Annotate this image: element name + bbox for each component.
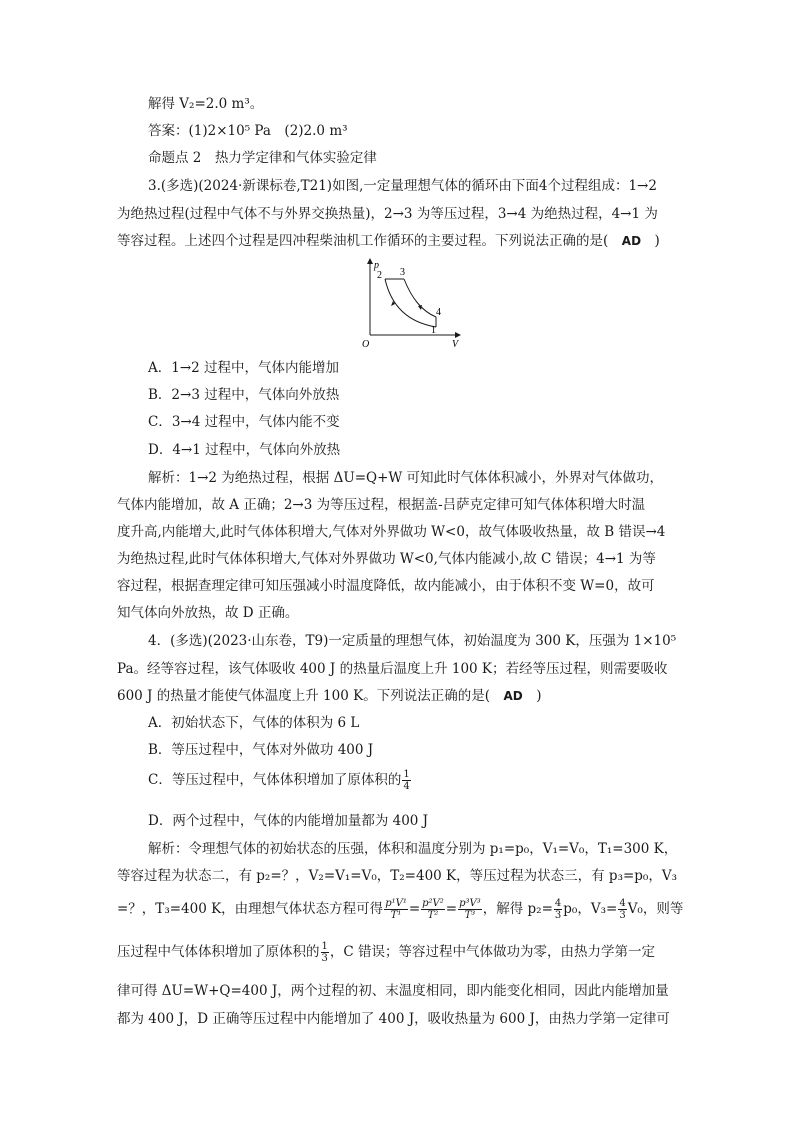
fraction-one-quarter: $\frac{1}{4}$ <box>403 769 410 792</box>
q4-stem-line1: 4．(多选)(2023·山东卷，T9)一定质量的理想气体，初始温度为 300 K，压强为 1×10⁵ <box>148 633 677 649</box>
q4-stem-line2: Pa。经等容过程，该气体吸收 400 J 的热量后温度上升 100 K；若经等压过程，则需要吸收 <box>117 661 668 677</box>
q4-analysis-line5: 律可得 ΔU=W+Q=400 J，两个过程的初、末温度相同，即内能变化相同，因此内能增加量 <box>117 983 669 999</box>
q3-option-d: D．4→1 过程中，气体向外放热 <box>148 442 341 458</box>
q4-stem-close: ) <box>522 688 542 704</box>
process-3-4-arrow-icon <box>418 305 422 310</box>
q3-analysis-line6: 知气体向外放热，故 D 正确。 <box>117 605 299 621</box>
q4-analysis-text-d: V₀，则等 <box>627 901 684 917</box>
q4-option-c <box>148 769 412 792</box>
q4-analysis-line2: 等容过程为状态二，有 p₂=？，V₂=V₁=V₀，T₂=400 K，等压过程为状态三，有 p₃=p₀，V₃ <box>117 868 678 884</box>
fraction-four-thirds: $\frac{4}{3}$ <box>619 898 626 921</box>
origin-label: O <box>362 339 370 350</box>
q3-analysis-line2: 气体内能增加，故 A 正确；2→3 为等压过程，根据盖-吕萨克定律可知气体体积增大时温 <box>117 497 646 513</box>
q3-stem-line2: 为绝热过程(过程中气体不与外界交换热量)，2→3 为等压过程，3→4 为绝热过程，4→1 为 <box>117 206 658 222</box>
fraction-one-third: $\frac{1}{3}$ <box>321 941 328 964</box>
q3-analysis-line5: 容过程，根据查理定律可知压强减小时温度降低，故内能减小，由于体积不变 W=0，故可 <box>117 578 655 594</box>
q4-analysis-text-a: =？，T₃=400 K，由理想气体状态方程可得 <box>117 901 384 917</box>
process-3-4-curve <box>404 279 436 317</box>
point-3-label: 3 <box>400 267 405 278</box>
equals-sign: = <box>408 901 421 917</box>
q3-analysis-line1: 解析：1→2 为绝热过程，根据 ΔU=Q+W 可知此时气体体积减小，外界对气体做功， <box>148 470 664 486</box>
q3-stem-line1: 3.(多选)(2024·新课标卷,T21)如图,一定量理想气体的循环由下面4个过程组成：1→2 <box>148 178 657 194</box>
p-axis-label: p <box>374 260 379 271</box>
line-answer: 答案：(1)2×10⁵ Pa (2)2.0 m³ <box>148 123 348 139</box>
equals-sign: = <box>445 901 458 917</box>
q4-analysis-text-e: 压过程中气体体积增加了原体积的 <box>117 944 320 960</box>
q4-answer-mark: AD <box>503 689 523 703</box>
q3-answer-mark: AD <box>621 234 642 248</box>
q4-analysis-line4 <box>117 941 655 964</box>
line-topic-heading: 命题点 2 热力学定律和气体实验定律 <box>148 150 377 166</box>
v-axis-label: V <box>452 339 459 350</box>
q4-analysis-line6: 都为 400 J，D 正确等压过程中内能增加了 400 J，吸收热量为 600 J，由热力学第一定律可 <box>117 1011 670 1027</box>
pv-cycle-diagram <box>360 255 470 350</box>
q4-analysis-line3 <box>117 898 683 921</box>
gas-equation-fraction-2: $\frac{\text{p²V²}}{\text{T²}}$ <box>422 898 444 921</box>
q3-stem-text: 等容过程。上述四个过程是四冲程柴油机工作循环的主要过程。下列说法正确的是( <box>117 233 622 249</box>
q3-option-b: B．2→3 过程中，气体向外放热 <box>148 387 340 403</box>
q4-analysis-text-f: ，C 错误；等容过程中气体做功为零，由热力学第一定 <box>329 944 655 960</box>
fraction-four-thirds: $\frac{4}{3}$ <box>554 898 562 921</box>
q3-analysis-line4: 为绝热过程,此时气体体积增大,气体对外界做功 W<0,气体内能减小,故 C 错误；4→1 为等 <box>117 551 656 567</box>
q4-analysis-line1: 解析：令理想气体的初始状态的压强，体积和温度分别为 p₁=p₀，V₁=V₀，T₁=300 K， <box>148 841 678 857</box>
q4-option-a: A．初始状态下，气体的体积为 6 L <box>148 715 360 731</box>
point-4-label: 4 <box>436 307 441 318</box>
line-solve-v2: 解得 V₂=2.0 m³。 <box>148 96 264 112</box>
gas-equation-fraction-3: $\frac{\text{p³V³}}{\text{T³}}$ <box>459 898 481 921</box>
q4-option-c-text: C．等压过程中，气体体积增加了原体积的 <box>148 772 402 788</box>
q3-analysis-line3: 度升高,内能增大,此时气体体积增大,气体对外界做功 W<0，故气体吸收热量，故 B 错误→4 <box>117 524 666 540</box>
q4-stem-line3 <box>117 686 542 707</box>
q3-stem-line3 <box>117 231 660 252</box>
q3-option-a: A．1→2 过程中，气体内能增加 <box>148 360 340 376</box>
q4-option-b: B．等压过程中，气体对外做功 400 J <box>148 742 374 758</box>
q4-analysis-text-b: ，解得 p₂= <box>482 901 553 917</box>
q4-option-d: D．两个过程中，气体的内能增加量都为 400 J <box>148 813 429 829</box>
q3-option-c: C．3→4 过程中，气体内能不变 <box>148 414 340 430</box>
q4-stem-text: 600 J 的热量才能使气体温度上升 100 K。下列说法正确的是( <box>117 688 504 704</box>
q4-analysis-text-c: p₀，V₃= <box>563 901 618 917</box>
gas-equation-fraction-1: $\frac{\text{p¹V¹}}{\text{T¹}}$ <box>385 898 407 921</box>
point-2-label: 2 <box>377 270 382 281</box>
point-1-label: 1 <box>431 325 436 336</box>
q3-stem-close: ) <box>641 233 660 249</box>
